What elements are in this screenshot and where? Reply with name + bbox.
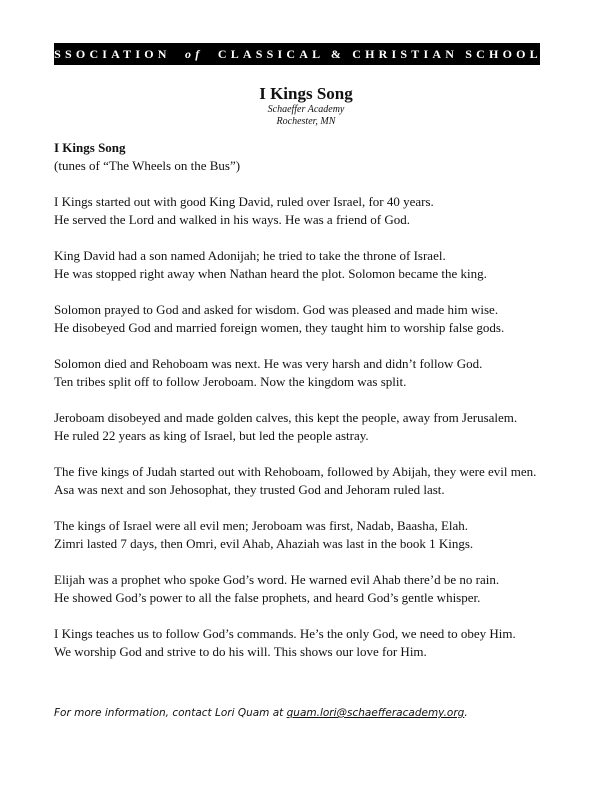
verse-line: Ten tribes split off to follow Jeroboam. Now the kingdom was split. — [54, 374, 407, 389]
document-header — [0, 84, 612, 128]
song-verse — [54, 193, 574, 229]
footer-text: For more information, contact Lori Quam at — [54, 707, 287, 719]
document-title: I Kings Song — [259, 84, 353, 103]
verse-line: I Kings started out with good King David, ruled over Israel, for 40 years. — [54, 194, 434, 209]
verse-line: Asa was next and son Jehosophat, they trusted God and Jehoram ruled last. — [54, 482, 445, 497]
verse-line: Jeroboam disobeyed and made golden calves, this kept the people, away from Jerusalem. — [54, 410, 518, 425]
song-verse — [54, 301, 574, 337]
verse-line: Solomon prayed to God and asked for wisdom. God was pleased and made him wise. — [54, 302, 499, 317]
song-content — [54, 139, 574, 661]
verse-line: The five kings of Judah started out with Rehoboam, followed by Abijah, they were evil men. — [54, 464, 537, 479]
verse-line: Solomon died and Rehoboam was next. He was very harsh and didn’t follow God. — [54, 356, 483, 371]
verse-line: Zimri lasted 7 days, then Omri, evil Ahab, Ahaziah was last in the book 1 Kings. — [54, 536, 474, 551]
song-verse — [54, 409, 574, 445]
banner-association: ASSOCIATION — [41, 46, 171, 61]
verse-line: He was stopped right away when Nathan heard the plot. Solomon became the king. — [54, 266, 487, 281]
school-name: Schaeffer Academy — [267, 104, 345, 115]
song-verse — [54, 463, 574, 499]
song-verse — [54, 517, 574, 553]
contact-email-link[interactable]: quam.lori@schaefferacademy.org — [286, 707, 465, 719]
verse-line: We worship God and strive to do his will. This shows our love for Him. — [54, 644, 427, 659]
song-tune: (tunes of “The Wheels on the Bus”) — [54, 158, 241, 173]
banner-of: of — [185, 46, 204, 61]
song-verse — [54, 355, 574, 391]
verse-line: He ruled 22 years as king of Israel, but led the people astray. — [54, 428, 369, 443]
song-verse — [54, 571, 574, 607]
verse-line: He served the Lord and walked in his ways. He was a friend of God. — [54, 212, 410, 227]
verse-line: He showed God’s power to all the false prophets, and heard God’s gentle whisper. — [54, 590, 481, 605]
song-verses — [54, 193, 574, 661]
verse-line: I Kings teaches us to follow God’s commands. He’s the only God, we need to obey Him. — [54, 626, 516, 641]
song-verse — [54, 625, 574, 661]
song-verse — [54, 247, 574, 283]
verse-line: The kings of Israel were all evil men; Jeroboam was first, Nadab, Baasha, Elah. — [54, 518, 469, 533]
school-location: Rochester, MN — [276, 116, 336, 127]
verse-line: Elijah was a prophet who spoke God’s word. He warned evil Ahab there’d be no rain. — [54, 572, 500, 587]
song-title: I Kings Song — [54, 140, 126, 155]
footer-end: . — [464, 707, 468, 719]
banner-classical-christian-schools: CLASSICAL & CHRISTIAN SCHOOLS — [217, 46, 553, 61]
verse-line: He disobeyed God and married foreign women, they taught him to worship false gods. — [54, 320, 505, 335]
association-banner — [41, 43, 553, 65]
contact-footer — [54, 707, 468, 719]
verse-line: King David had a son named Adonijah; he tried to take the throne of Israel. — [54, 248, 446, 263]
